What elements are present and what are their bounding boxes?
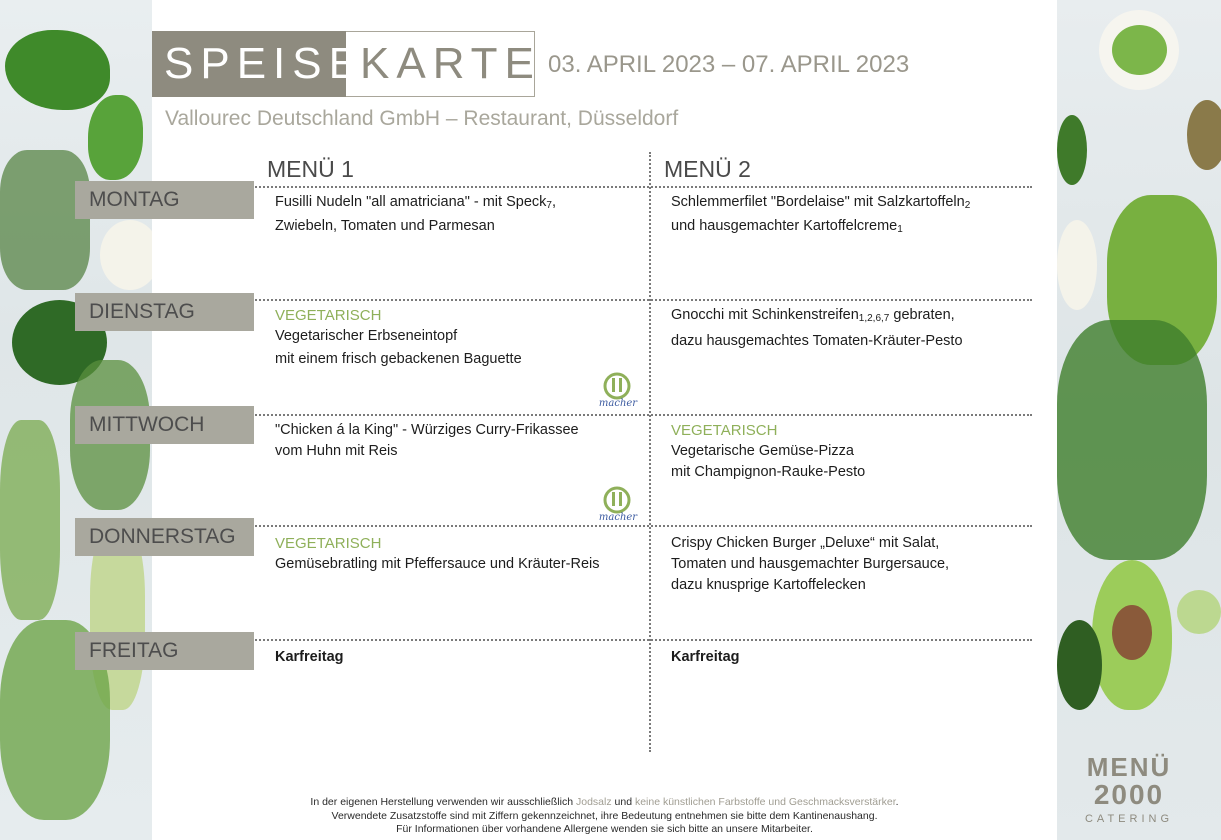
row-divider xyxy=(232,525,1032,527)
mittwoch-menu1: "Chicken á la King" - Würziges Curry-Frikassee vom Huhn mit Reis xyxy=(275,422,579,459)
fitmacher-badge xyxy=(597,486,639,524)
day-label-donnerstag: DONNERSTAG xyxy=(75,518,254,556)
row-divider xyxy=(232,299,1032,301)
fitmacher-badge xyxy=(597,372,639,410)
svg-text:CATERING: CATERING xyxy=(1084,813,1174,825)
vegetarian-tag: VEGETARISCH xyxy=(275,535,382,552)
svg-text:MENÜ: MENÜ xyxy=(1086,752,1172,782)
montag-menu1: Fusilli Nudeln "all amatriciana" - mit Speck$_7$, Zwiebeln, Tomaten und Parmesan xyxy=(275,194,556,234)
svg-text:macher: macher xyxy=(598,398,638,409)
donnerstag-menu2: Crispy Chicken Burger „Deluxe“ mit Salat, Tomaten und hausgemachter Burgersauce, dazu knusprige Kartoffelecken xyxy=(671,535,950,593)
row-divider xyxy=(232,639,1032,641)
freitag-menu1: Karfreitag xyxy=(275,649,344,665)
row-divider xyxy=(232,414,1032,416)
title-karte: KARTE xyxy=(346,31,535,97)
day-label-montag: MONTAG xyxy=(75,181,254,219)
dienstag-menu2: Gnocchi mit Schinkenstreifen$_{1,2,6,7}$ gebraten, dazu hausgemachtes Tomaten-Kräuter-Pesto xyxy=(671,307,963,349)
menu1-heading: MENÜ 1 xyxy=(267,156,354,182)
menu2000-catering-logo xyxy=(1064,750,1194,830)
vegetarian-tag: VEGETARISCH xyxy=(275,307,382,324)
fitmacher-logo-icon xyxy=(597,486,639,524)
row-divider xyxy=(232,186,1032,188)
day-label-dienstag: DIENSTAG xyxy=(75,293,254,331)
day-label-mittwoch: MITTWOCH xyxy=(75,406,254,444)
svg-text:2000: 2000 xyxy=(1093,779,1165,810)
mittwoch-menu2: VEGETARISCH Vegetarische Gemüse-Pizza mit Champignon-Rauke-Pesto xyxy=(671,422,866,480)
title-speise: SPEISE xyxy=(152,31,346,97)
montag-menu2: Schlemmerfilet "Bordelaise" mit Salzkartoffeln$_2$ und hausgemachter Kartoffelcreme$_1$ xyxy=(671,194,971,235)
vegetarian-tag: VEGETARISCH xyxy=(671,422,778,439)
restaurant-subtitle: Vallourec Deutschland GmbH – Restaurant, Düsseldorf xyxy=(165,107,679,130)
day-label-freitag: FREITAG xyxy=(75,632,254,670)
vegetable-photo-right xyxy=(1057,0,1221,840)
fitmacher-logo-icon xyxy=(597,372,639,410)
freitag-menu2: Karfreitag xyxy=(671,649,740,665)
title-block xyxy=(152,31,541,97)
menu2-heading: MENÜ 2 xyxy=(664,156,751,182)
menu2000-logo-icon xyxy=(1064,750,1194,830)
dienstag-menu1: VEGETARISCH Vegetarischer Erbseneintopf mit einem frisch gebackenen Baguette xyxy=(275,307,522,367)
column-divider xyxy=(649,152,651,752)
footer-notes: In der eigenen Herstellung verwenden wir ausschließlich Jodsalz und keine künstlichen Farbstoffe und Geschmacksverstärker. Verwendete Zusatzstoffe sind mit Ziffern gekennzeichnet, ihre Bedeutung entnehmen sie bitte dem Kantinenaushang. Für Informationen über vorhandene Allergene wenden sie sich bitte an unsere Mitarbeiter. xyxy=(310,796,899,835)
donnerstag-menu1: VEGETARISCH Gemüsebratling mit Pfeffersauce und Kräuter-Reis xyxy=(275,535,600,572)
svg-text:macher: macher xyxy=(598,512,638,523)
date-range: 03. APRIL 2023 – 07. APRIL 2023 xyxy=(548,51,910,78)
